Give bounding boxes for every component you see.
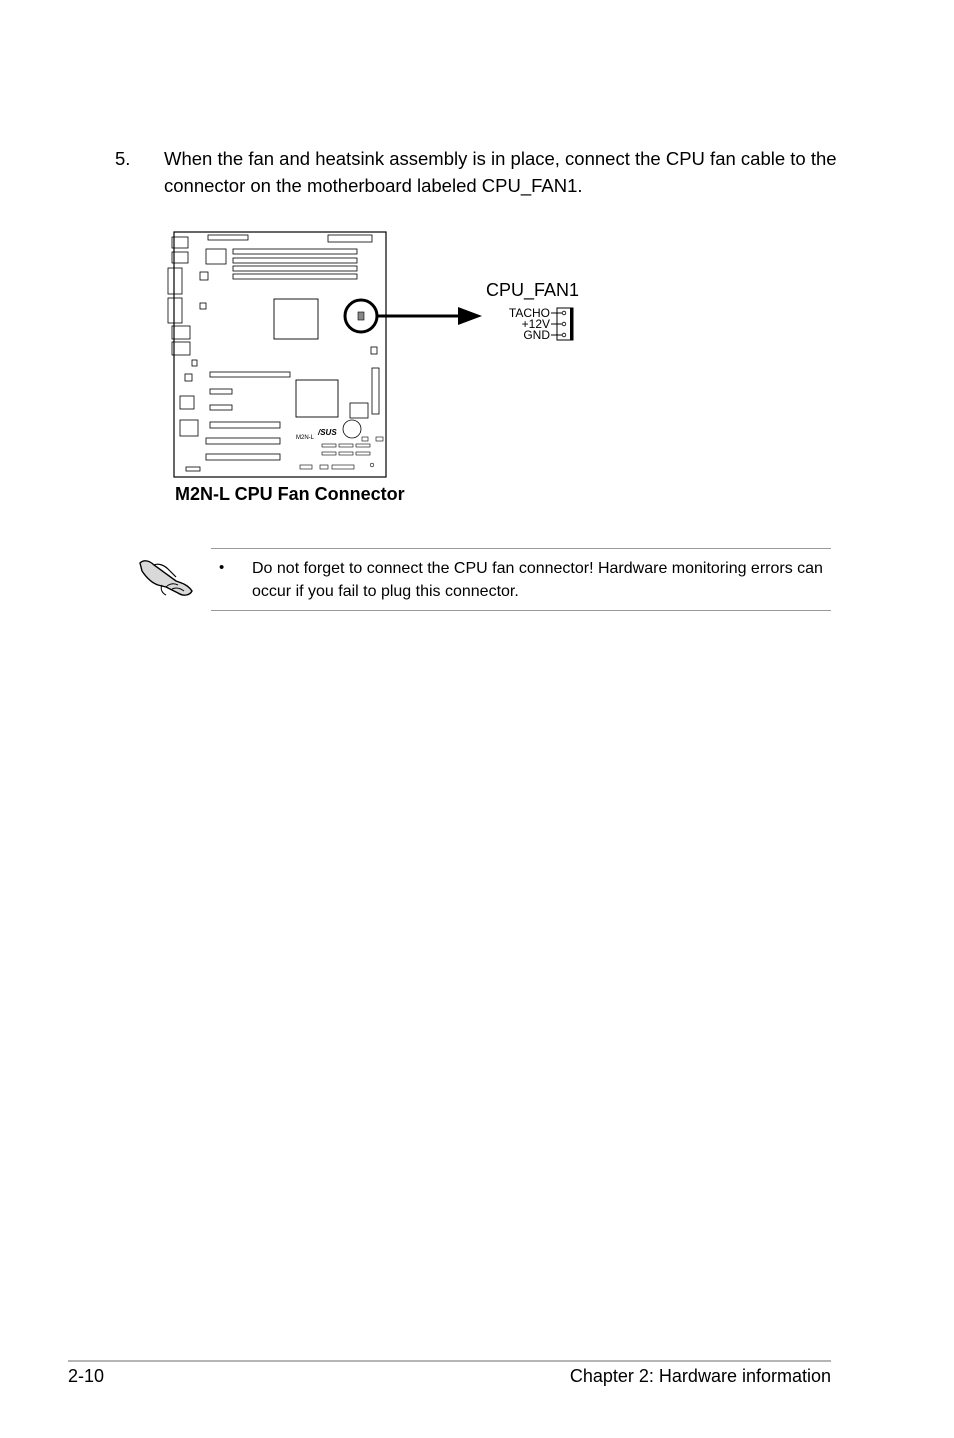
board-part [172,342,190,355]
sata-port [356,452,370,455]
sata-port [339,452,353,455]
sata-port [356,444,370,447]
sata-port [322,444,336,447]
board-part [370,463,374,467]
cpu-fan-connector [358,312,364,320]
dimm-slot [233,249,357,254]
board-part [328,235,372,242]
fan-pin [562,333,566,337]
pci-slot [210,405,232,410]
hand-note-icon [136,553,196,599]
footer-divider [68,1360,831,1362]
step-number: 5. [115,148,131,169]
board-part [168,298,182,323]
board-part [208,235,248,240]
board-part [206,249,226,264]
dimm-slot [233,266,357,271]
board-part [185,374,192,381]
pin-label-gnd: GND [523,328,550,342]
board-part [192,360,197,366]
motherboard-diagram [160,225,620,485]
board-part [180,420,198,436]
fan-pin [562,322,566,326]
chapter-title: Chapter 2: Hardware information [569,1366,831,1386]
board-part [186,467,200,471]
page-number: 2-10 [68,1366,105,1386]
fan-pin [562,311,566,315]
board-label: M2N-L [296,435,315,441]
asus-logo: /SUS [318,428,337,437]
board-part [371,347,377,354]
sata-port [339,444,353,447]
pin-label-tacho: TACHO [508,306,550,320]
note-text: Do not forget to connect the CPU fan connector! Hardware monitoring errors can occur if you fail to plug this connector. [252,560,823,600]
pci-slot [210,389,232,394]
figure-caption: M2N-L CPU Fan Connector [175,484,405,504]
step-text: When the fan and heatsink assembly is in place, connect the CPU fan cable to the connector on the motherboard labeled CPU_FAN1. [164,148,837,196]
connector-label: CPU_FAN1 [486,280,580,300]
battery [343,420,361,438]
pci-slot [210,422,280,428]
board-part [168,268,182,294]
board-part [372,368,379,414]
note-divider-top [211,548,831,549]
board-part [332,465,354,469]
dimm-slot [233,258,357,263]
sata-port [322,452,336,455]
board-part [200,303,206,309]
board-part [376,437,383,441]
cpu-socket [274,299,318,339]
note-divider-bottom [211,610,831,611]
board-part [320,465,328,469]
pin-label-12v: +12V [521,317,550,331]
dimm-slot [233,274,357,279]
board-part [172,326,190,339]
pci-slot [206,438,280,444]
pci-slot [206,454,280,460]
board-part [350,403,368,418]
board-part [362,437,368,441]
pci-slot [210,372,290,377]
board-part [300,465,312,469]
note-bullet: • [219,559,225,576]
arrow-head [458,307,482,325]
chipset [296,380,338,417]
board-part [200,272,208,280]
motherboard-svg [160,225,620,485]
fan-header-latch [570,308,574,340]
board-part [180,396,194,409]
